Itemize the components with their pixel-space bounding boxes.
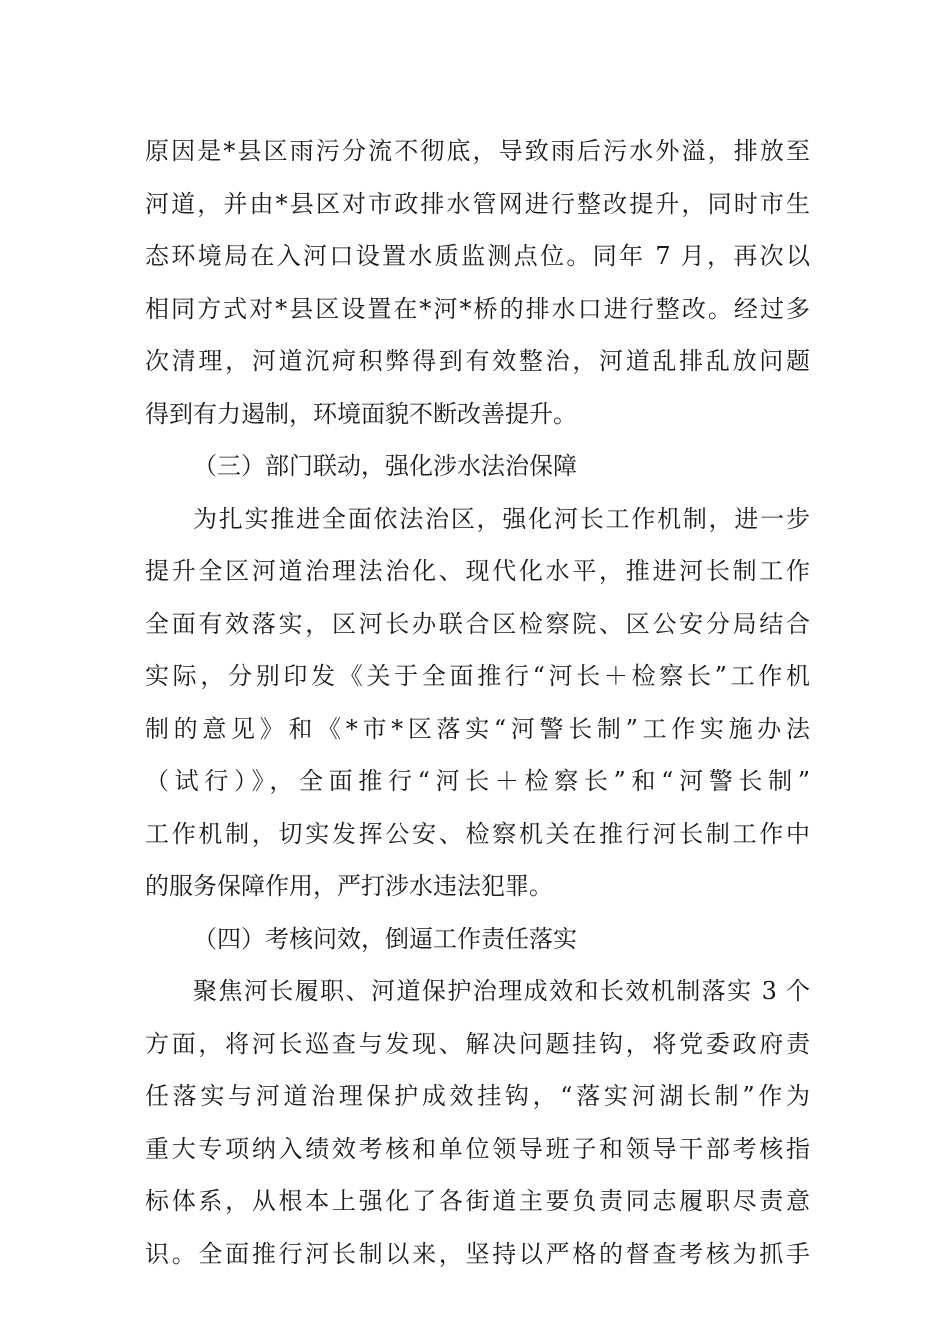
paragraph-line: 得到有力遏制，环境面貌不断改善提升。 [145, 399, 577, 428]
section-heading-4: （四）考核问效，倒逼工作责任落实 [193, 924, 577, 953]
body-text [145, 125, 810, 1280]
paragraph-line: 识。全面推行河长制以来，坚持以严格的督查考核为抓手 [145, 1239, 810, 1268]
paragraph-line: 标体系，从根本上强化了各街道主要负责同志履职尽责意 [145, 1187, 810, 1215]
paragraph-line: 重大专项纳入绩效考核和单位领导班子和领导干部考核指 [145, 1134, 810, 1163]
paragraph-line: 次清理，河道沉疴积弊得到有效整治，河道乱排乱放问题 [145, 347, 810, 375]
paragraph-line: （试行）》，全面推行“河长＋检察长”和“河警长制” [145, 767, 810, 795]
paragraph-line: 制的意见》和《*市*区落实“河警长制”工作实施办法 [145, 714, 810, 743]
paragraph-line: 全面有效落实，区河长办联合区检察院、区公安分局结合 [145, 609, 810, 638]
paragraph-line: 聚焦河长履职、河道保护治理成效和长效机制落实 3 个 [193, 977, 810, 1005]
paragraph-line: 相同方式对*县区设置在*河*桥的排水口进行整改。经过多 [145, 294, 810, 323]
paragraph-line: 任落实与河道治理保护成效挂钩，“落实河湖长制”作为 [145, 1082, 810, 1110]
paragraph-line: 工作机制，切实发挥公安、检察机关在推行河长制工作中 [145, 819, 810, 848]
paragraph-line: 实际，分别印发《关于全面推行“河长＋检察长”工作机 [145, 662, 810, 690]
paragraph-line: 提升全区河道治理法治化、现代化水平，推进河长制工作 [145, 557, 810, 585]
paragraph-line: 态环境局在入河口设置水质监测点位。同年 7 月，再次以 [145, 242, 810, 270]
paragraph-line: 河道，并由*县区对市政排水管网进行整改提升，同时市生 [145, 189, 810, 218]
paragraph-line: 方面，将河长巡查与发现、解决问题挂钩，将党委政府责 [145, 1029, 810, 1058]
paragraph-line: 的服务保障作用，严打涉水违法犯罪。 [145, 872, 553, 900]
paragraph-line: 为扎实推进全面依法治区，强化河长工作机制，进一步 [193, 504, 810, 533]
section-heading-3: （三）部门联动，强化涉水法治保障 [193, 452, 577, 480]
paragraph-line: 原因是*县区雨污分流不彻底，导致雨后污水外溢，排放至 [145, 137, 810, 165]
